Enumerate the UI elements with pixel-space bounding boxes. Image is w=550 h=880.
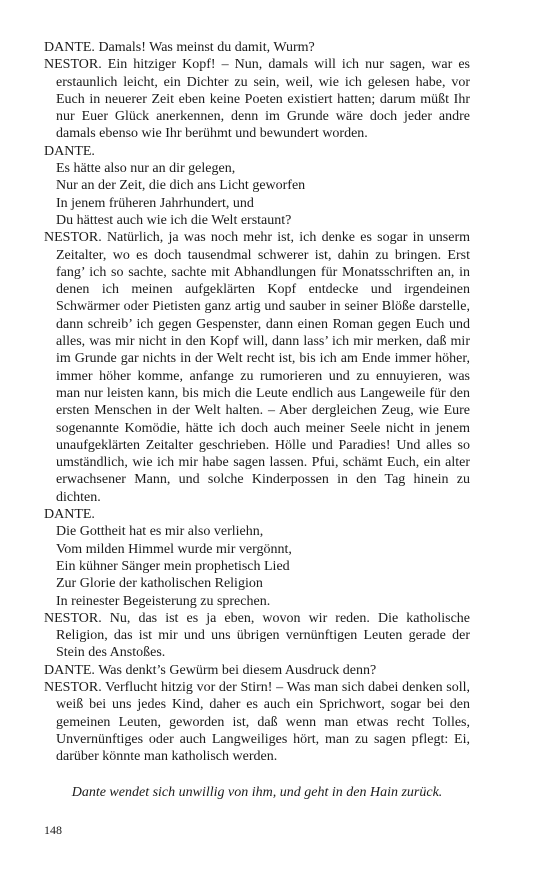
verse-line: Zur Glorie der katholischen Religion xyxy=(56,576,263,592)
speech-nestor-1 xyxy=(44,56,470,142)
speaker-name: DANTE. xyxy=(44,143,95,159)
speaker-name: NESTOR. xyxy=(44,57,102,73)
speech-dante-verse-2 xyxy=(44,506,470,610)
speech-dante-1 xyxy=(44,39,470,56)
speaker-name: NESTOR. xyxy=(44,230,102,246)
page-body xyxy=(44,39,470,816)
speaker-name: DANTE. xyxy=(44,507,95,523)
verse-line: In reinester Begeisterung zu sprechen. xyxy=(56,593,271,609)
speech-text: Damals! Was meinst du damit, Wurm? xyxy=(98,40,315,55)
speech-text: Natürlich, ja was noch mehr ist, ich denke es sogar in unserm Zeitalter, wo es doch tausendmal schwerer ist, dahin zu bringen. Erst fang’ ich so sachte, sachte mit Abhandlungen für Monatsschriften an, in denen ich meinen aufgeklärten Kopf entdecke und irgendeinen Schwärmer oder Pietisten ganz artig und sauber in seiner Blöße darstelle, dann schreib’ ich gegen Gespenster, dann einen Roman gegen Euch und alles, was mir nicht in den Kopf will, dann lass’ ich mir merken, daß mir im Grunde gar nichts in der Welt recht ist, bis ich am Ende immer höher, immer höher komme, anfange zu rumorieren und zu ennuyieren, was man nur leisten kann, bis mich die Leute endlich aus Langeweile für den ersten Menschen in der Welt halten. – Aber dergleichen Zeug, wie Eure sogenannte Komödie, hätte ich doch auch meiner Seele nicht in jenem unaufgeklärten Zeitalter geschrieben. Hölle und Paradies! Und alles so umständlich, wie ich mir habe sagen lassen. Pfui, schämt Euch, ein alter erwachsener Mann, und solche Kinderpossen in den Tag hinein zu dichten. xyxy=(56,230,471,505)
verse-line: Du hättest auch wie ich die Welt erstaunt? xyxy=(56,212,292,228)
verse-line: Ein kühner Sänger mein prophetisch Lied xyxy=(56,558,290,574)
speech-nestor-4 xyxy=(44,679,470,765)
verse-line: Es hätte also nur an dir gelegen, xyxy=(56,161,236,177)
page-number: 148 xyxy=(44,823,62,837)
stage-direction: Dante wendet sich unwillig von ihm, und geht in den Hain zurück. xyxy=(71,785,443,801)
verse-line: Nur an der Zeit, die dich ans Licht geworfen xyxy=(56,178,306,194)
verse-line: Vom milden Himmel wurde mir vergönnt, xyxy=(56,541,292,557)
speech-text: Ein hitziger Kopf! – Nun, damals will ich nur sagen, war es erstaunlich leicht, ein Dichter zu sein, weil, wie ich gelesen habe, vor Euch in neuerer Zeit eben keine Poeten existiert hatten; darum müßt Ihr nur Euer Glück anerkennen, denn im Grunde wäre doch jeder andre damals ebenso wie Ihr berühmt und bewundert worden. xyxy=(56,57,470,142)
verse-line: In jenem früheren Jahrhundert, und xyxy=(56,195,254,211)
speech-text: Verflucht hitzig vor der Stirn! – Was man sich dabei denken soll, weiß bei uns jedes Kind, daher es auch ein Sprichwort, sogar bei den gemeinen Leuten, geworden ist, daß wenn man etwas recht Tolles, Unvernünftiges oder auch Langweiliges hört, man zu sagen pflegt: Ei, darüber könnte man katholisch werden. xyxy=(56,679,471,765)
speech-nestor-2 xyxy=(44,229,470,506)
verse-line: Die Gottheit hat es mir also verliehn, xyxy=(56,524,264,540)
speech-nestor-3 xyxy=(44,610,470,662)
speech-text: Was denkt’s Gewürm bei diesem Ausdruck denn? xyxy=(98,662,377,678)
speaker-name: DANTE. xyxy=(44,662,95,678)
speaker-name: NESTOR. xyxy=(44,679,102,695)
speaker-name: DANTE. xyxy=(44,40,95,55)
speaker-name: NESTOR. xyxy=(44,610,102,626)
speech-text: Nu, das ist es ja eben, wovon wir reden. Die katholische Religion, das ist mir und uns übrigen vernünftigen Leuten gerade der Stein des Anstoßes. xyxy=(56,610,471,661)
speech-dante-verse-1 xyxy=(44,143,470,229)
speech-dante-2 xyxy=(44,662,470,679)
